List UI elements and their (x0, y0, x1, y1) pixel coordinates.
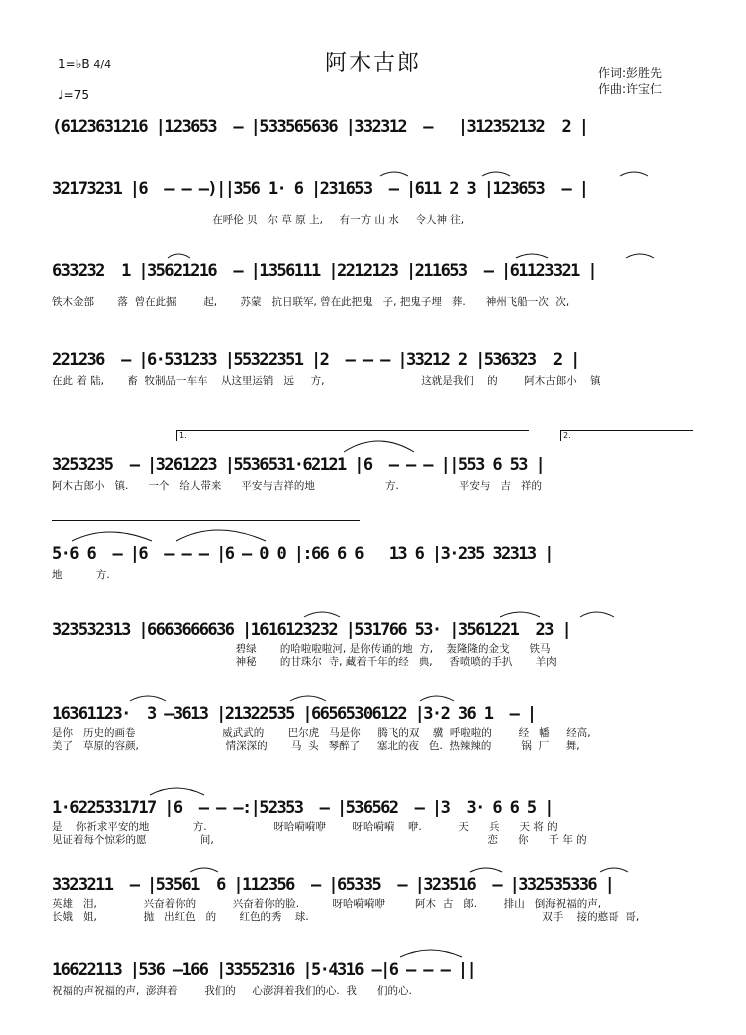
lyrics-line-3: 铁木金部 落 曾在此掘 起, 苏蒙 抗日联军, 曾在此把鬼 子, 把鬼子埋 葬. 神州飞船一次 次, (52, 296, 570, 308)
lyrics-line-7a: 碧绿 的哈啦啦啦河, 是你传诵的地 方, 轰隆隆的金戈 铁马 (52, 643, 551, 655)
lyrics-line-9b: 见证着每个惊彩的愿 间, 恋 你 千 年 的 (52, 834, 587, 846)
first-ending-bracket: 1. (176, 430, 529, 441)
slur (72, 532, 152, 541)
second-ending-bracket: 2. (560, 430, 693, 441)
notation-line-6: 5·6 6 – |6 – – – |6 – 0 0 |:66 6 6 13 6 |3·235 32313 | (52, 544, 553, 564)
slur (400, 950, 462, 957)
lyrics-line-8a: 是你 历史的画卷 威武武的 巴尔虎 马是你 腾飞的双 骥 呼啦啦的 经 幡 经高, (52, 727, 591, 739)
second-ending-extension (52, 520, 360, 521)
key-signature (58, 56, 111, 73)
lyrics-line-11: 祝福的声祝福的声, 澎湃着 我们的 心澎湃着我们的心. 我 们的心. (52, 985, 412, 997)
composer-credit: 作曲:许宝仁 (598, 82, 663, 96)
notation-line-9: 1·6225331717 |6 – – –:|52353 – |536562 – |3 3· 6 6 5 | (52, 798, 553, 818)
lyrics-line-6: 地 方. (52, 569, 110, 581)
lyrics-line-10b: 长娥 姐, 抛 出红色 的 红色的秀 球. 双手 接的憨哥 哥, (52, 911, 640, 923)
lyrics-line-9a: 是 你祈求平安的地 方. 呀哈嗬嗬咿 呀哈嗬嗬 咿. 天 兵 天 将 的 (52, 821, 558, 833)
notation-line-8: 16361123· 3 –3613 |21322535 |66565306122 |3·2 36 1 – | (52, 704, 536, 724)
notation-line-5: 3253235 – |3261223 |5536531·62121 |6 – – – ||553 6 53 | (52, 455, 545, 475)
lyricist-credit: 作词:彭胜先 (598, 66, 663, 80)
lyrics-line-10a: 英雄 泪, 兴奋着你的 兴奋着你的脸. 呀哈嗬嗬咿 阿木 古 郎. 排山 倒海祝福的声, (52, 898, 602, 910)
tempo-marking: ♩=75 (58, 88, 89, 102)
lyrics-line-8b: 美了 草原的容颜, 情深深的 马 头 琴醉了 塞北的夜 色. 热辣辣的 锅 厂 舞, (52, 740, 580, 752)
lyrics-line-2: 在呼伦 贝 尔 草 原 上, 有一方 山 水 令人神 往, (52, 214, 465, 226)
notation-line-11: 16622113 |536 –166 |33552316 |5·4316 –|6 – – – || (52, 960, 476, 980)
slur (176, 530, 266, 541)
notation-line-2: 32173231 |6 – – –)||356 1· 6 |231653 – |611 2 3 |123653 – | (52, 179, 588, 199)
notation-line-3: 633232 1 |35621216 – |1356111 |2212123 |211653 – |61123321 | (52, 261, 596, 281)
key-signature-text: 1=♭B (58, 57, 90, 71)
lyrics-line-7b: 神秘 的甘珠尔 寺, 藏着千年的经 典, 香喷喷的手扒 羊肉 (52, 656, 557, 668)
slur (344, 441, 414, 452)
notation-line-10: 3323211 – |53561 6 |112356 – |65335 – |323516 – |332535336 | (52, 875, 614, 895)
notation-line-1: (6123631216 |123653 – |533565636 |332312 – |312352132 2 | (52, 117, 588, 137)
lyrics-line-5: 阿木古郎小 镇. 一个 给人带来 平安与吉祥的地 方. 平安与 吉 祥的 (52, 480, 542, 492)
lyrics-line-4: 在此 着 陆, 畜 牧制品一车车 从这里运销 远 方, 这就是我们 的 阿木古郎小 镇 (52, 375, 601, 387)
slur (150, 788, 204, 795)
notation-line-7: 323532313 |6663666636 |1616123232 |531766 53· |3561221 23 | (52, 620, 571, 640)
song-title: 阿木古郎 (324, 51, 421, 76)
notation-line-4: 221236 – |6·531233 |55322351 |2 – – – |33212 2 |536323 2 | (52, 350, 579, 370)
time-signature: 4/4 (93, 58, 112, 71)
